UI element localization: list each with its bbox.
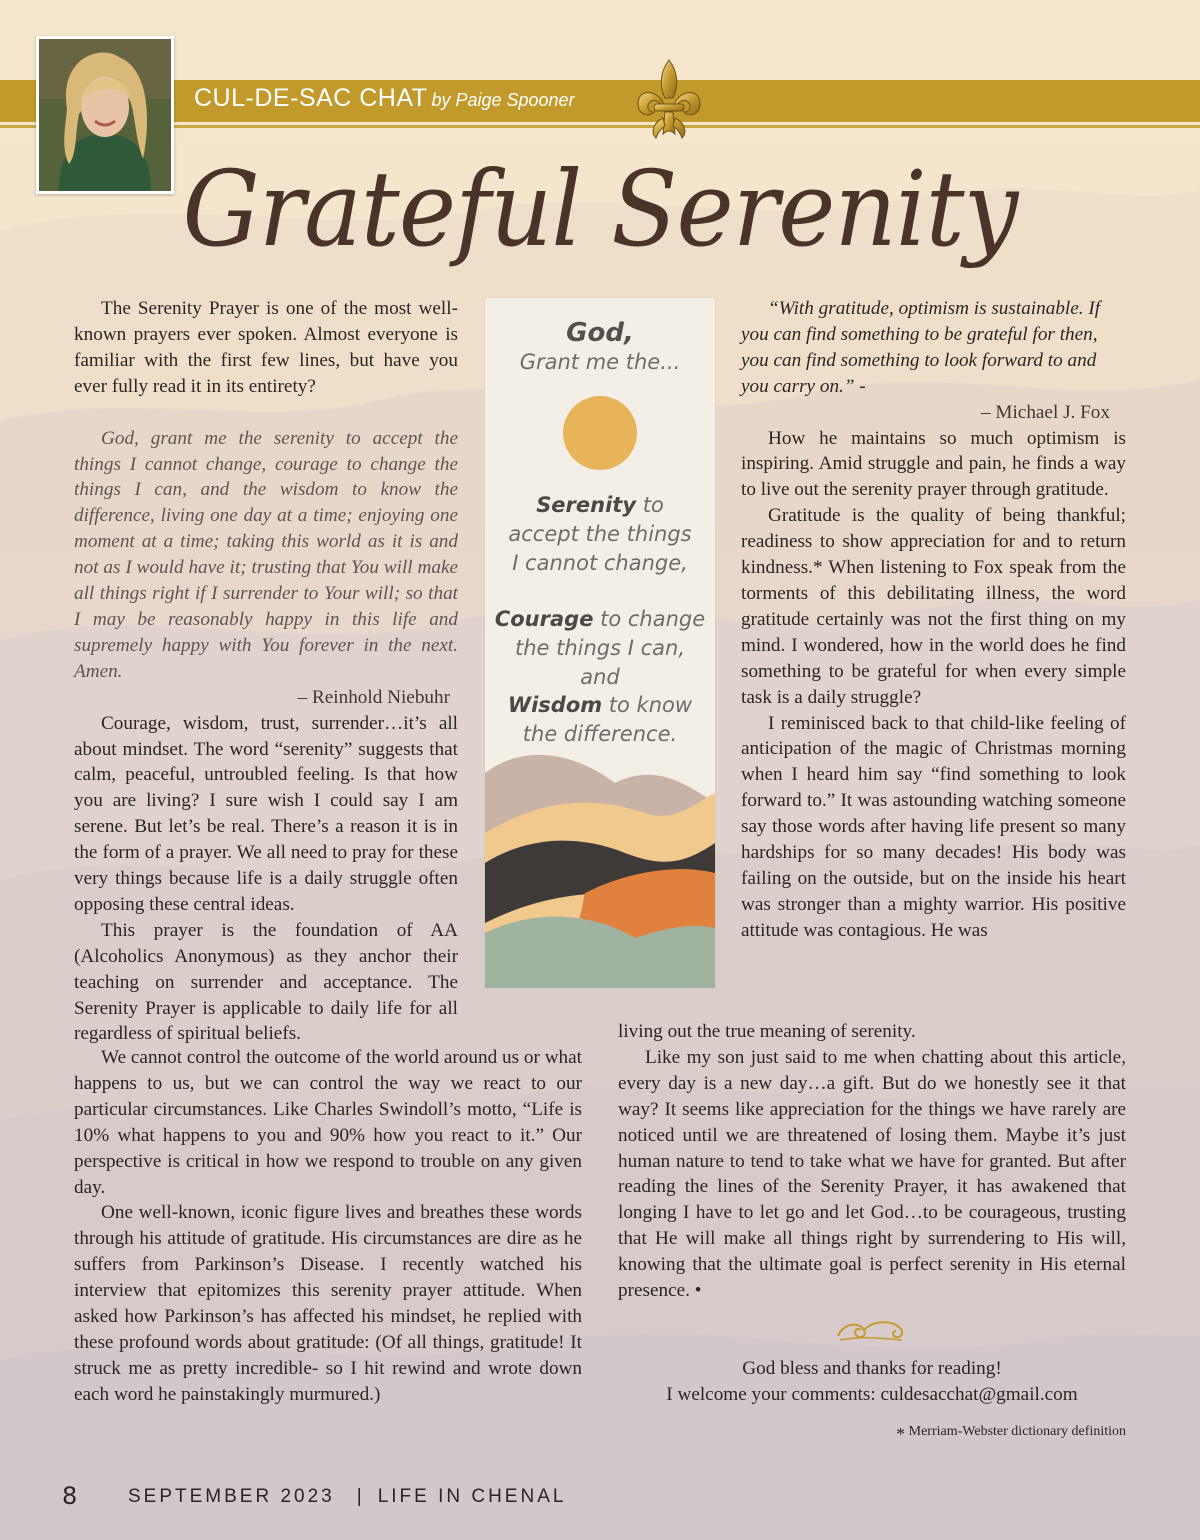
aa-paragraph: This prayer is the foundation of AA (Alcoholics Anonymous) as they anchor their teaching on surrender and acceptance. The Serenity Prayer is applicable to daily life for all regardless of spiritual beliefs. [74, 919, 458, 1045]
optimism-paragraph: How he maintains so much optimism is inspiring. Amid struggle and pain, he finds a way to live out the serenity prayer through gratitude. [741, 427, 1126, 501]
card-wisdom-line [485, 691, 715, 749]
article-title: Grateful Serenity [182, 148, 1018, 270]
card-wisdom-word: Wisdom [507, 693, 603, 717]
fox-attribution: – Michael J. Fox [981, 401, 1110, 423]
control-paragraph: We cannot control the outcome of the world around us or what happens to us, but we can control the way we react to our particular circumstances. Like Charles Swindoll’s motto, “Life is 10% what happens to you and 90% how you react to it.” Our perspective is critical in how we respond to trouble on any given day. [74, 1047, 582, 1198]
sun-icon [563, 396, 637, 470]
footer-date: SEPTEMBER 2023 [128, 1486, 335, 1507]
reminisced-paragraph: I reminisced back to that child-like feeling of anticipation of the magic of Christmas morning when I heard him say “find something to look forward to.” It was astounding watching someone say those words after having life present so many hardships for so many decades! His body was failing on the outside, but on the inside his heart was stronger than a mighty warrior. His positive attitude was contagious. He was [741, 712, 1126, 941]
closing-note [618, 1356, 1126, 1408]
fox-quote: “With gratitude, optimism is sustainable. If you can find something to be grateful for then, you can find something to look forward to and you carry on.” - [741, 298, 1101, 397]
serenity-prayer-quote: God, grant me the serenity to accept the things I cannot change, courage to change the things I can, and the wisdom to know the difference, living one day at a time; enjoying one moment at a time; taking this world as it is and not as I would have it; trusting that You will make all things right if I surrender to Your will; so that I may be reasonably happy in this life and supremely happy with You forever in the next. Amen. [74, 427, 458, 682]
iconic-figure-paragraph: One well-known, iconic figure lives and breathes these words through his attitude of gratitude. His circumstances are dire as he suffers from Parkinson’s Disease. I recently watched his interview that epitomizes this serenity prayer attitude. When asked how Parkinson’s has affected his mindset, he replied with these profound words about gratitude: (Of all things, gratitude! It struck me as pretty incredible- so I hit rewind and wrote down each word he painstakingly murmured.) [74, 1202, 582, 1405]
header-band [0, 80, 1200, 122]
left-column-lower [74, 1045, 582, 1408]
card-courage-text: to change the things I can, and [514, 607, 706, 689]
right-column [741, 296, 1126, 944]
column-name [194, 84, 575, 113]
card-courage-line [485, 605, 715, 692]
column-title: CUL-DE-SAC CHAT [194, 84, 428, 112]
card-wisdom-text: to know the difference. [522, 693, 693, 746]
card-courage-word: Courage [494, 607, 594, 631]
footnote-text: Merriam-Webster dictionary definition [908, 1424, 1126, 1439]
footnote [760, 1424, 1126, 1445]
swirl-ornament-icon [830, 1316, 910, 1344]
card-god-heading: God, [566, 318, 634, 348]
footer-magazine: LIFE IN CHENAL [377, 1486, 567, 1507]
card-hills-illustration [485, 743, 715, 988]
reminisced-paragraph-end: living out the true meaning of serenity. [618, 1021, 916, 1042]
author-photo [36, 36, 174, 194]
fleur-de-lis-icon [632, 58, 706, 148]
closing-thanks: God bless and thanks for reading! [742, 1358, 1002, 1379]
gratitude-paragraph: Gratitude is the quality of being thankful; readiness to show appreciation for and to return kindness.* When listening to Fox speak from the torments of this debilitating illness, the word gratitude certainly was not the first thing on my mind. I wondered, how in the world does he find something to be grateful for when every simple task is a daily struggle? [741, 505, 1126, 708]
footer-issue [128, 1486, 566, 1508]
byline: by Paige Spooner [431, 90, 575, 110]
card-serenity-word: Serenity [536, 493, 637, 517]
header-rule [0, 125, 1200, 128]
card-grant-line: Grant me the... [519, 350, 681, 374]
card-serenity-text: to accept the things I cannot change, [508, 493, 692, 575]
prayer-attribution: – Reinhold Niebuhr [297, 686, 450, 708]
card-serenity-line [485, 491, 715, 578]
footnote-mark: * [896, 1424, 906, 1444]
mindset-paragraph: Courage, wisdom, trust, surrender…it’s all about mindset. The word “serenity” suggests that calm, peaceful, untroubled feeling. Is that how you are living? I sure wish I could say I am serene. But let’s be real. There’s a reason it is in the form of a prayer. We all need to pray for these very things because life is a daily struggle often opposing these central ideas. [74, 712, 458, 915]
closing-comments: I welcome your comments: culdesacchat@gmail.com [666, 1384, 1078, 1405]
intro-paragraph: The Serenity Prayer is one of the most well-known prayers ever spoken. Almost everyone is familiar with the first few lines, but have you ever fully read it in its entirety? [74, 298, 458, 397]
right-column-lower [618, 1019, 1126, 1304]
page-number: 8 [62, 1482, 78, 1510]
serenity-bookmark-card [485, 298, 715, 988]
left-column [74, 296, 458, 1047]
footer-separator: | [356, 1486, 362, 1507]
son-paragraph: Like my son just said to me when chatting about this article, every day is a new day…a gift. But do we honestly see it that way? It seems like appreciation for the things we have rarely are noticed until we are threatened of losing them. Maybe it’s just human nature to tend to take what we have for granted. But after reading the lines of the Serenity Prayer, it has awakened that longing I have to let go and let God…to be courageous, trusting that He will make all things right by surrendering to His will, knowing that the ultimate goal is perfect serenity in His eternal presence. • [618, 1046, 1126, 1302]
